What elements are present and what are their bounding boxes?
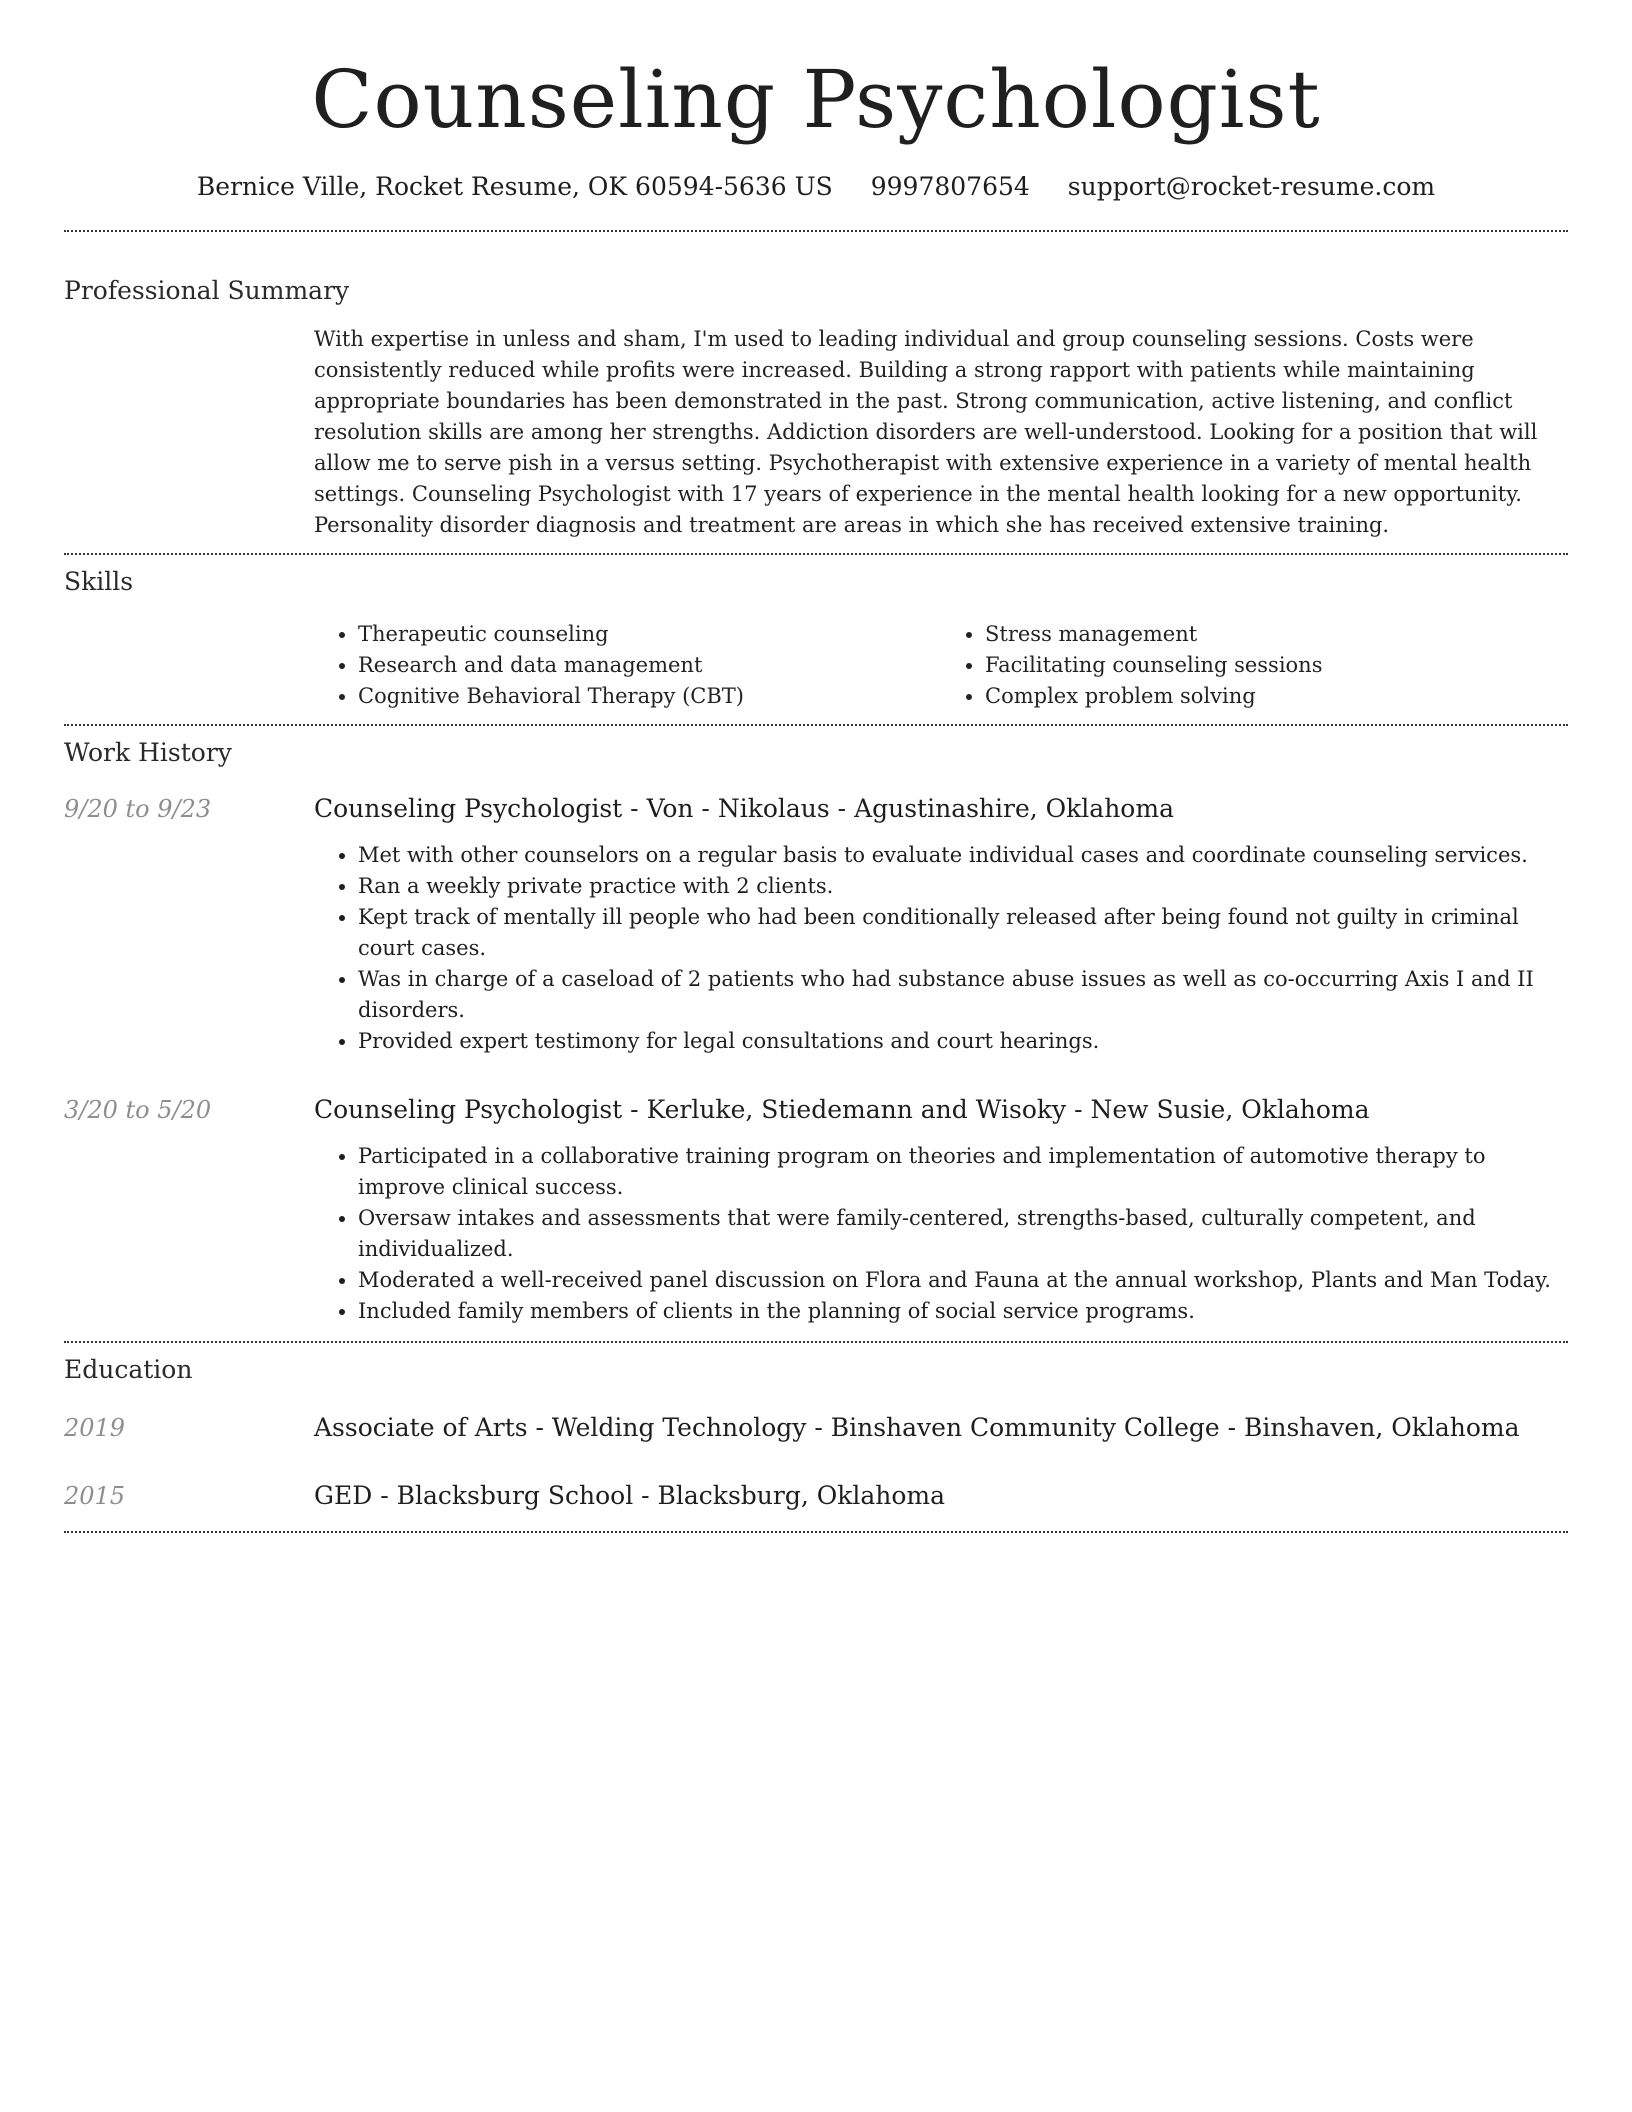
job-duty: • Kept track of mentally ill people who had been conditionally released after being found not guilty in criminal court cases. [358,902,1568,964]
skill-item: • Therapeutic counseling [358,619,941,650]
contact-email: support@rocket-resume.com [1067,172,1436,201]
education-year: 2019 [64,1414,126,1442]
summary-content [314,324,1568,541]
resume-page [64,0,1568,1533]
job-body [314,792,1568,1057]
job-entry [64,1093,1568,1327]
skills-grid [314,619,1568,712]
skill-item: • Complex problem solving [985,681,1568,712]
job-duties-list [314,840,1568,1057]
job-duty: • Included family members of clients in the planning of social service programs. [358,1296,1568,1327]
job-duty: • Ran a weekly private practice with 2 clients. [358,871,1568,902]
job-duty: • Provided expert testimony for legal consultations and court hearings. [358,1026,1568,1057]
work-section [64,726,1568,1327]
candidate-name: Counseling Psychologist [311,53,1321,146]
job-title: Counseling Psychologist - Von - Nikolaus - Agustinashire, Oklahoma [314,794,1174,823]
contact-phone: 9997807654 [870,172,1030,201]
resume-header [64,0,1568,204]
skills-heading: Skills [64,567,134,596]
skill-item: • Research and data management [358,650,941,681]
contact-line [64,170,1568,204]
job-duty: • Oversaw intakes and assessments that were family-centered, strengths-based, culturally competent, and individualized. [358,1203,1568,1265]
job-duties-list [314,1141,1568,1327]
job-date: 3/20 to 5/20 [64,1096,212,1124]
job-duty: • Moderated a well-received panel discussion on Flora and Fauna at the annual workshop, Plants and Man Today. [358,1265,1568,1296]
education-entry [64,1411,1568,1445]
education-year: 2015 [64,1482,126,1510]
education-detail: Associate of Arts - Welding Technology - Binshaven Community College - Binshaven, Oklahoma [314,1413,1520,1442]
skill-item: • Stress management [985,619,1568,650]
summary-text: With expertise in unless and sham, I'm used to leading individual and group counseling sessions. Costs were consistently reduced while profits were increased. Building a strong rapport with patients while maintaining appropriate boundaries has been demonstrated in the past. Strong communication, active listening, and conflict resolution skills are among her strengths. Addiction disorders are well-understood. Looking for a position that will allow me to serve pish in a versus setting. Psychotherapist with extensive experience in a variety of mental health settings. Counseling Psychologist with 17 years of experience in the mental health looking for a new opportunity. Personality disorder diagnosis and treatment are areas in which she has received extensive training. [314,327,1538,537]
job-duty: • Was in charge of a caseload of 2 patients who had substance abuse issues as well as co-occurring Axis I and II disorders. [358,964,1568,1026]
skill-item: • Facilitating counseling sessions [985,650,1568,681]
job-duty: • Met with other counselors on a regular basis to evaluate individual cases and coordinate counseling services. [358,840,1568,871]
education-divider [64,1531,1568,1533]
skills-left-list [314,619,941,712]
job-duty: • Participated in a collaborative training program on theories and implementation of automotive therapy to improve clinical success. [358,1141,1568,1203]
skills-section [64,555,1568,712]
summary-section [64,232,1568,541]
summary-heading: Professional Summary [64,276,350,305]
skill-item: • Cognitive Behavioral Therapy (CBT) [358,681,941,712]
job-entry [64,792,1568,1057]
education-section [64,1343,1568,1513]
work-heading: Work History [64,738,232,767]
skills-right-list [941,619,1568,712]
job-title: Counseling Psychologist - Kerluke, Stiedemann and Wisoky - New Susie, Oklahoma [314,1095,1370,1124]
job-body [314,1093,1568,1327]
education-detail: GED - Blacksburg School - Blacksburg, Oklahoma [314,1481,946,1510]
contact-address: Bernice Ville, Rocket Resume, OK 60594-5636 US [196,172,833,201]
job-date: 9/20 to 9/23 [64,795,212,823]
education-heading: Education [64,1355,193,1384]
education-entry [64,1479,1568,1513]
